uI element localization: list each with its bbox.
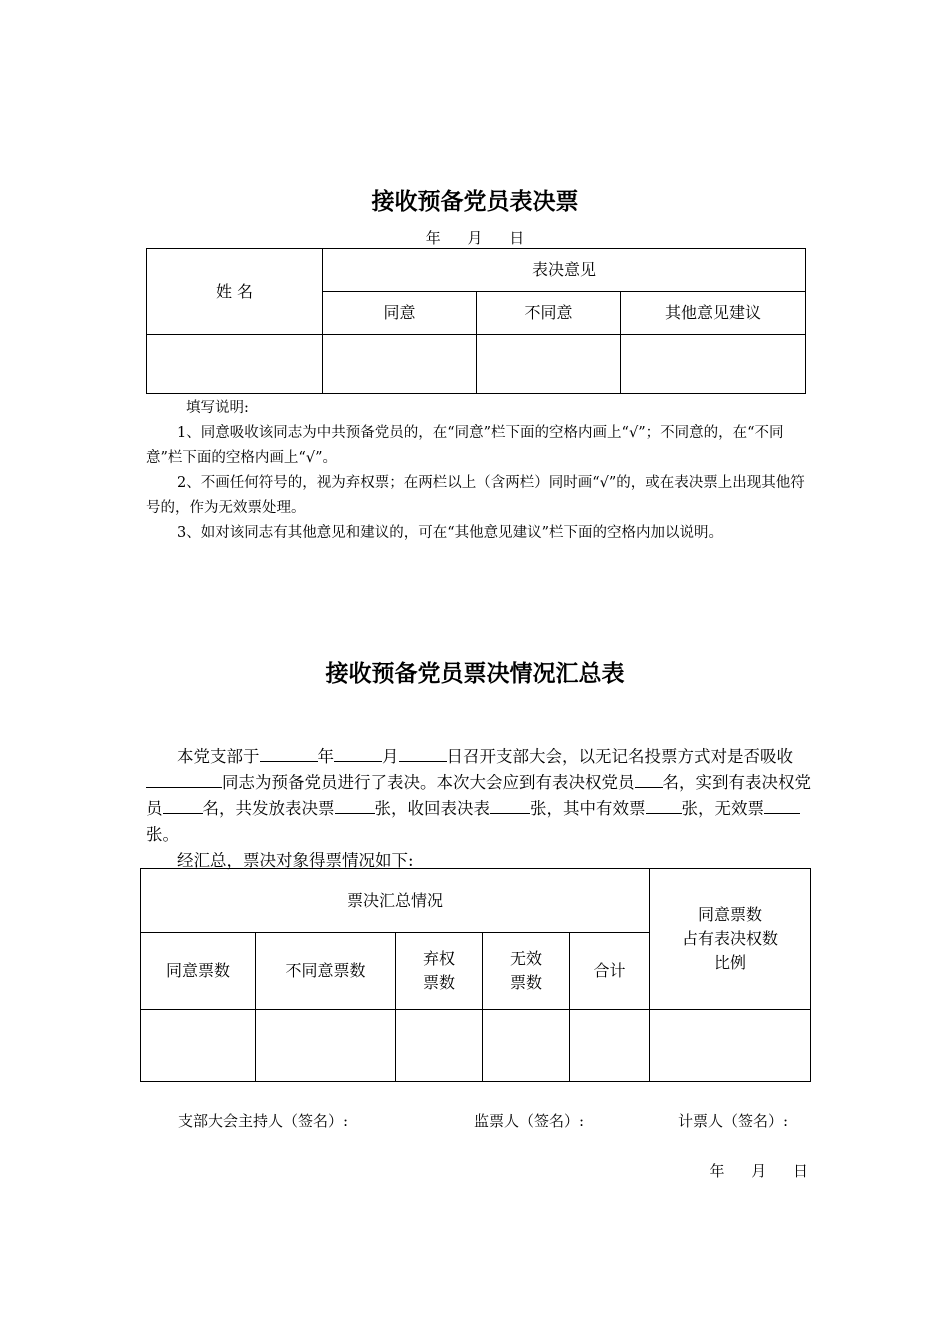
ratio-line-2: 占有表决权数 [682,929,779,948]
total-header: 合计 [570,933,650,1010]
year-blank[interactable] [260,744,318,762]
invalid-count-header [483,933,570,1010]
instructions [146,396,808,546]
abstain-line-2: 票数 [422,973,455,992]
instruction-item-3: 3、如对该同志有其他意见和建议的，可在“其他意见建议”栏下面的空格内加以说明。 [177,525,724,541]
para-text-6: 名，实到有表决权党员 [146,773,811,818]
abstain-count-cell[interactable] [396,1010,483,1082]
para-text-7: 名，共发放表决票 [202,799,335,818]
disagree-header: 不同意 [477,292,621,335]
other-opinion-header: 其他意见建议 [621,292,806,335]
name-header: 姓 名 [147,249,323,335]
opinion-header: 表决意见 [323,249,806,292]
para-text-4: 日召开支部大会，以无记名投票方式对是否吸收 [446,747,793,766]
disagree-cell[interactable] [477,335,621,394]
invalid-count-cell[interactable] [483,1010,570,1082]
ballot-date-line: 年 月 日 [425,229,525,247]
instructions-heading: 填写说明: [186,400,249,416]
agree-cell[interactable] [323,335,477,394]
agree-count-cell[interactable] [141,1010,256,1082]
para-text-3: 月 [382,747,399,766]
agree-ratio-header [650,869,811,1010]
para-text-9: 张，其中有效票 [530,799,646,818]
vote-summary-header: 票决汇总情况 [141,869,650,933]
name-cell[interactable] [147,335,323,394]
supervisor-signature: 监票人（签名）: [474,1112,585,1130]
agree-count-header: 同意票数 [141,933,256,1010]
present-members-blank[interactable] [163,796,203,814]
valid-ballots-blank[interactable] [646,796,682,814]
invalid-line-2: 票数 [509,973,542,992]
abstain-count-header [396,933,483,1010]
instruction-item-1: 1、同意吸收该同志为中共预备党员的，在“同意”栏下面的空格内画上“√”；不同意的，在“不同意”栏下面的空格内画上“√”。 [146,425,784,466]
expected-members-blank[interactable] [635,770,663,788]
candidate-name-blank[interactable] [146,770,222,788]
disagree-count-cell[interactable] [256,1010,396,1082]
para-text-5: 同志为预备党员进行了表决。本次大会应到有表决权党员 [222,773,635,792]
host-signature: 支部大会主持人（签名）: [178,1112,349,1130]
disagree-count-header: 不同意票数 [256,933,396,1010]
agree-ratio-cell[interactable] [650,1010,811,1082]
summary-paragraph [146,744,812,874]
abstain-line-1: 弃权 [422,949,455,968]
para-text-2: 年 [317,747,334,766]
para-text-1: 本党支部于 [177,747,260,766]
agree-header: 同意 [323,292,477,335]
total-cell[interactable] [570,1010,650,1082]
ratio-line-3: 比例 [714,953,747,972]
para-text-8: 张，收回表决表 [374,799,490,818]
summary-date-line: 年 月 日 [709,1162,808,1180]
para-text-10: 张，无效票 [681,799,764,818]
instruction-item-2: 2、不画任何符号的，视为弃权票；在两栏以上（含两栏）同时画“√”的，或在表决票上出现其他符号的，作为无效票处理。 [146,475,805,516]
day-blank[interactable] [399,744,447,762]
invalid-line-1: 无效 [509,949,542,968]
ballot-title: 接收预备党员表决票 [371,189,579,215]
other-opinion-cell[interactable] [621,335,806,394]
invalid-ballots-blank[interactable] [764,796,800,814]
month-blank[interactable] [334,744,382,762]
counter-signature: 计票人（签名）: [678,1112,789,1130]
result-intro: 经汇总，票决对象得票情况如下: [177,851,414,870]
para-text-11: 张。 [146,825,179,844]
summary-table [140,868,811,1082]
summary-title: 接收预备党员票决情况汇总表 [325,661,625,687]
ratio-line-1: 同意票数 [698,905,763,924]
collected-ballots-blank[interactable] [490,796,530,814]
issued-ballots-blank[interactable] [335,796,375,814]
ballot-table [146,248,806,394]
